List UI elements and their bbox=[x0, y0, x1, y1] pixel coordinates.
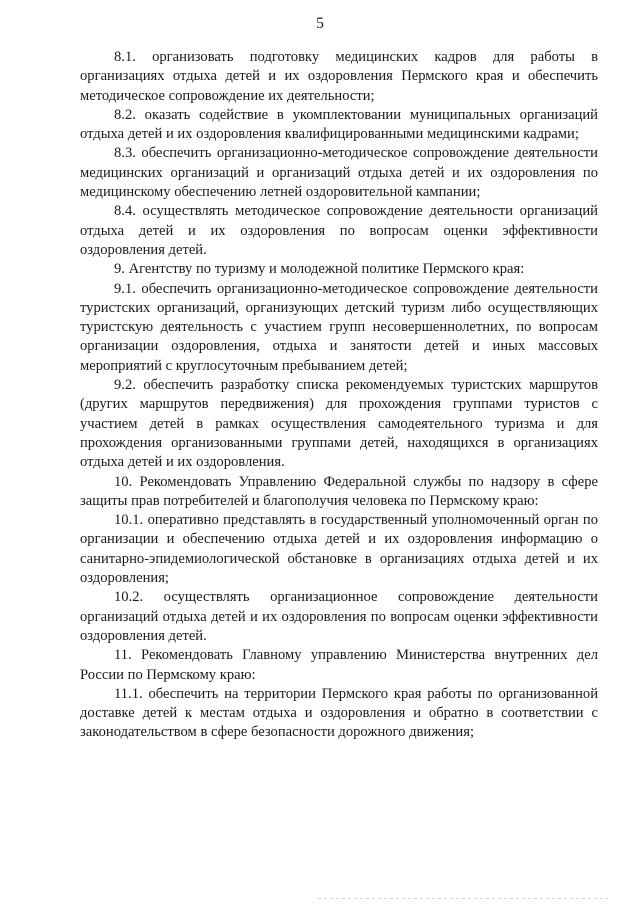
paragraph-11: 11. Рекомендовать Главному управлению Министерства внутренних дел России по Пермскому краю: bbox=[80, 647, 598, 683]
paragraph-8-4: 8.4. осуществлять методическое сопровождение деятельности организаций отдыха детей и их оздоровления по вопросам оценки эффективности оздоровления детей. bbox=[80, 203, 598, 258]
paragraph-8-1: 8.1. организовать подготовку медицинских кадров для работы в организациях отдыха детей и их оздоровления Пермского края и обеспечить методическое сопровождение их деятельности; bbox=[80, 49, 598, 104]
paragraph-10-2: 10.2. осуществлять организационное сопровождение деятельности организаций отдыха детей и их оздоровления по вопросам оценки эффективности оздоровления детей. bbox=[80, 589, 598, 644]
document-body bbox=[80, 48, 598, 743]
paragraph-11-1: 11.1. обеспечить на территории Пермского края работы по организованной доставке детей к местам отдыха и оздоровления и обратно в соответствии с законодательством в сфере безопасности дорожного движения; bbox=[80, 685, 598, 741]
page-number: 5 bbox=[316, 15, 324, 32]
paragraph-9: 9. Агентству по туризму и молодежной политике Пермского края: bbox=[114, 261, 525, 278]
paragraph-9-1: 9.1. обеспечить организационно-методическое сопровождение деятельности туристских организаций, организующих детский туризм либо осуществляющих туристскую деятельность с участием групп несовершеннолетних, по вопросам организации оздоровления, отдыха и занятости детей и иных массовых мероприятий с круглосуточным пребыванием детей; bbox=[80, 280, 598, 374]
paragraph-8-3: 8.3. обеспечить организационно-методическое сопровождение деятельности медицинских организаций и организаций отдыха детей и их оздоровления по медицинскому обеспечению летней оздоровительной кампании; bbox=[80, 145, 598, 201]
paragraph-9-2: 9.2. обеспечить разработку списка рекомендуемых туристских маршрутов (других маршрутов передвижения) для прохождения группами туристов с участием детей в рамках осуществления самодеятельного туризма и для прохождения организованными группами детей, находящихся в организациях отдыха детей и их оздоровления. bbox=[80, 377, 598, 471]
paragraph-10-1: 10.1. оперативно представлять в государственный уполномоченный орган по организации и обеспечению отдыха детей и их оздоровления информацию о санитарно-эпидемиологической обстановке в организациях отдыха детей и их оздоровления; bbox=[80, 512, 598, 587]
paragraph-10: 10. Рекомендовать Управлению Федеральной службы по надзору в сфере защиты прав потребителей и благополучия человека по Пермскому краю: bbox=[80, 473, 598, 509]
scan-artifact-line bbox=[318, 898, 608, 899]
paragraph-8-2: 8.2. оказать содействие в укомплектовании муниципальных организаций отдыха детей и их оздоровления квалифицированными медицинскими кадрами; bbox=[80, 106, 598, 143]
